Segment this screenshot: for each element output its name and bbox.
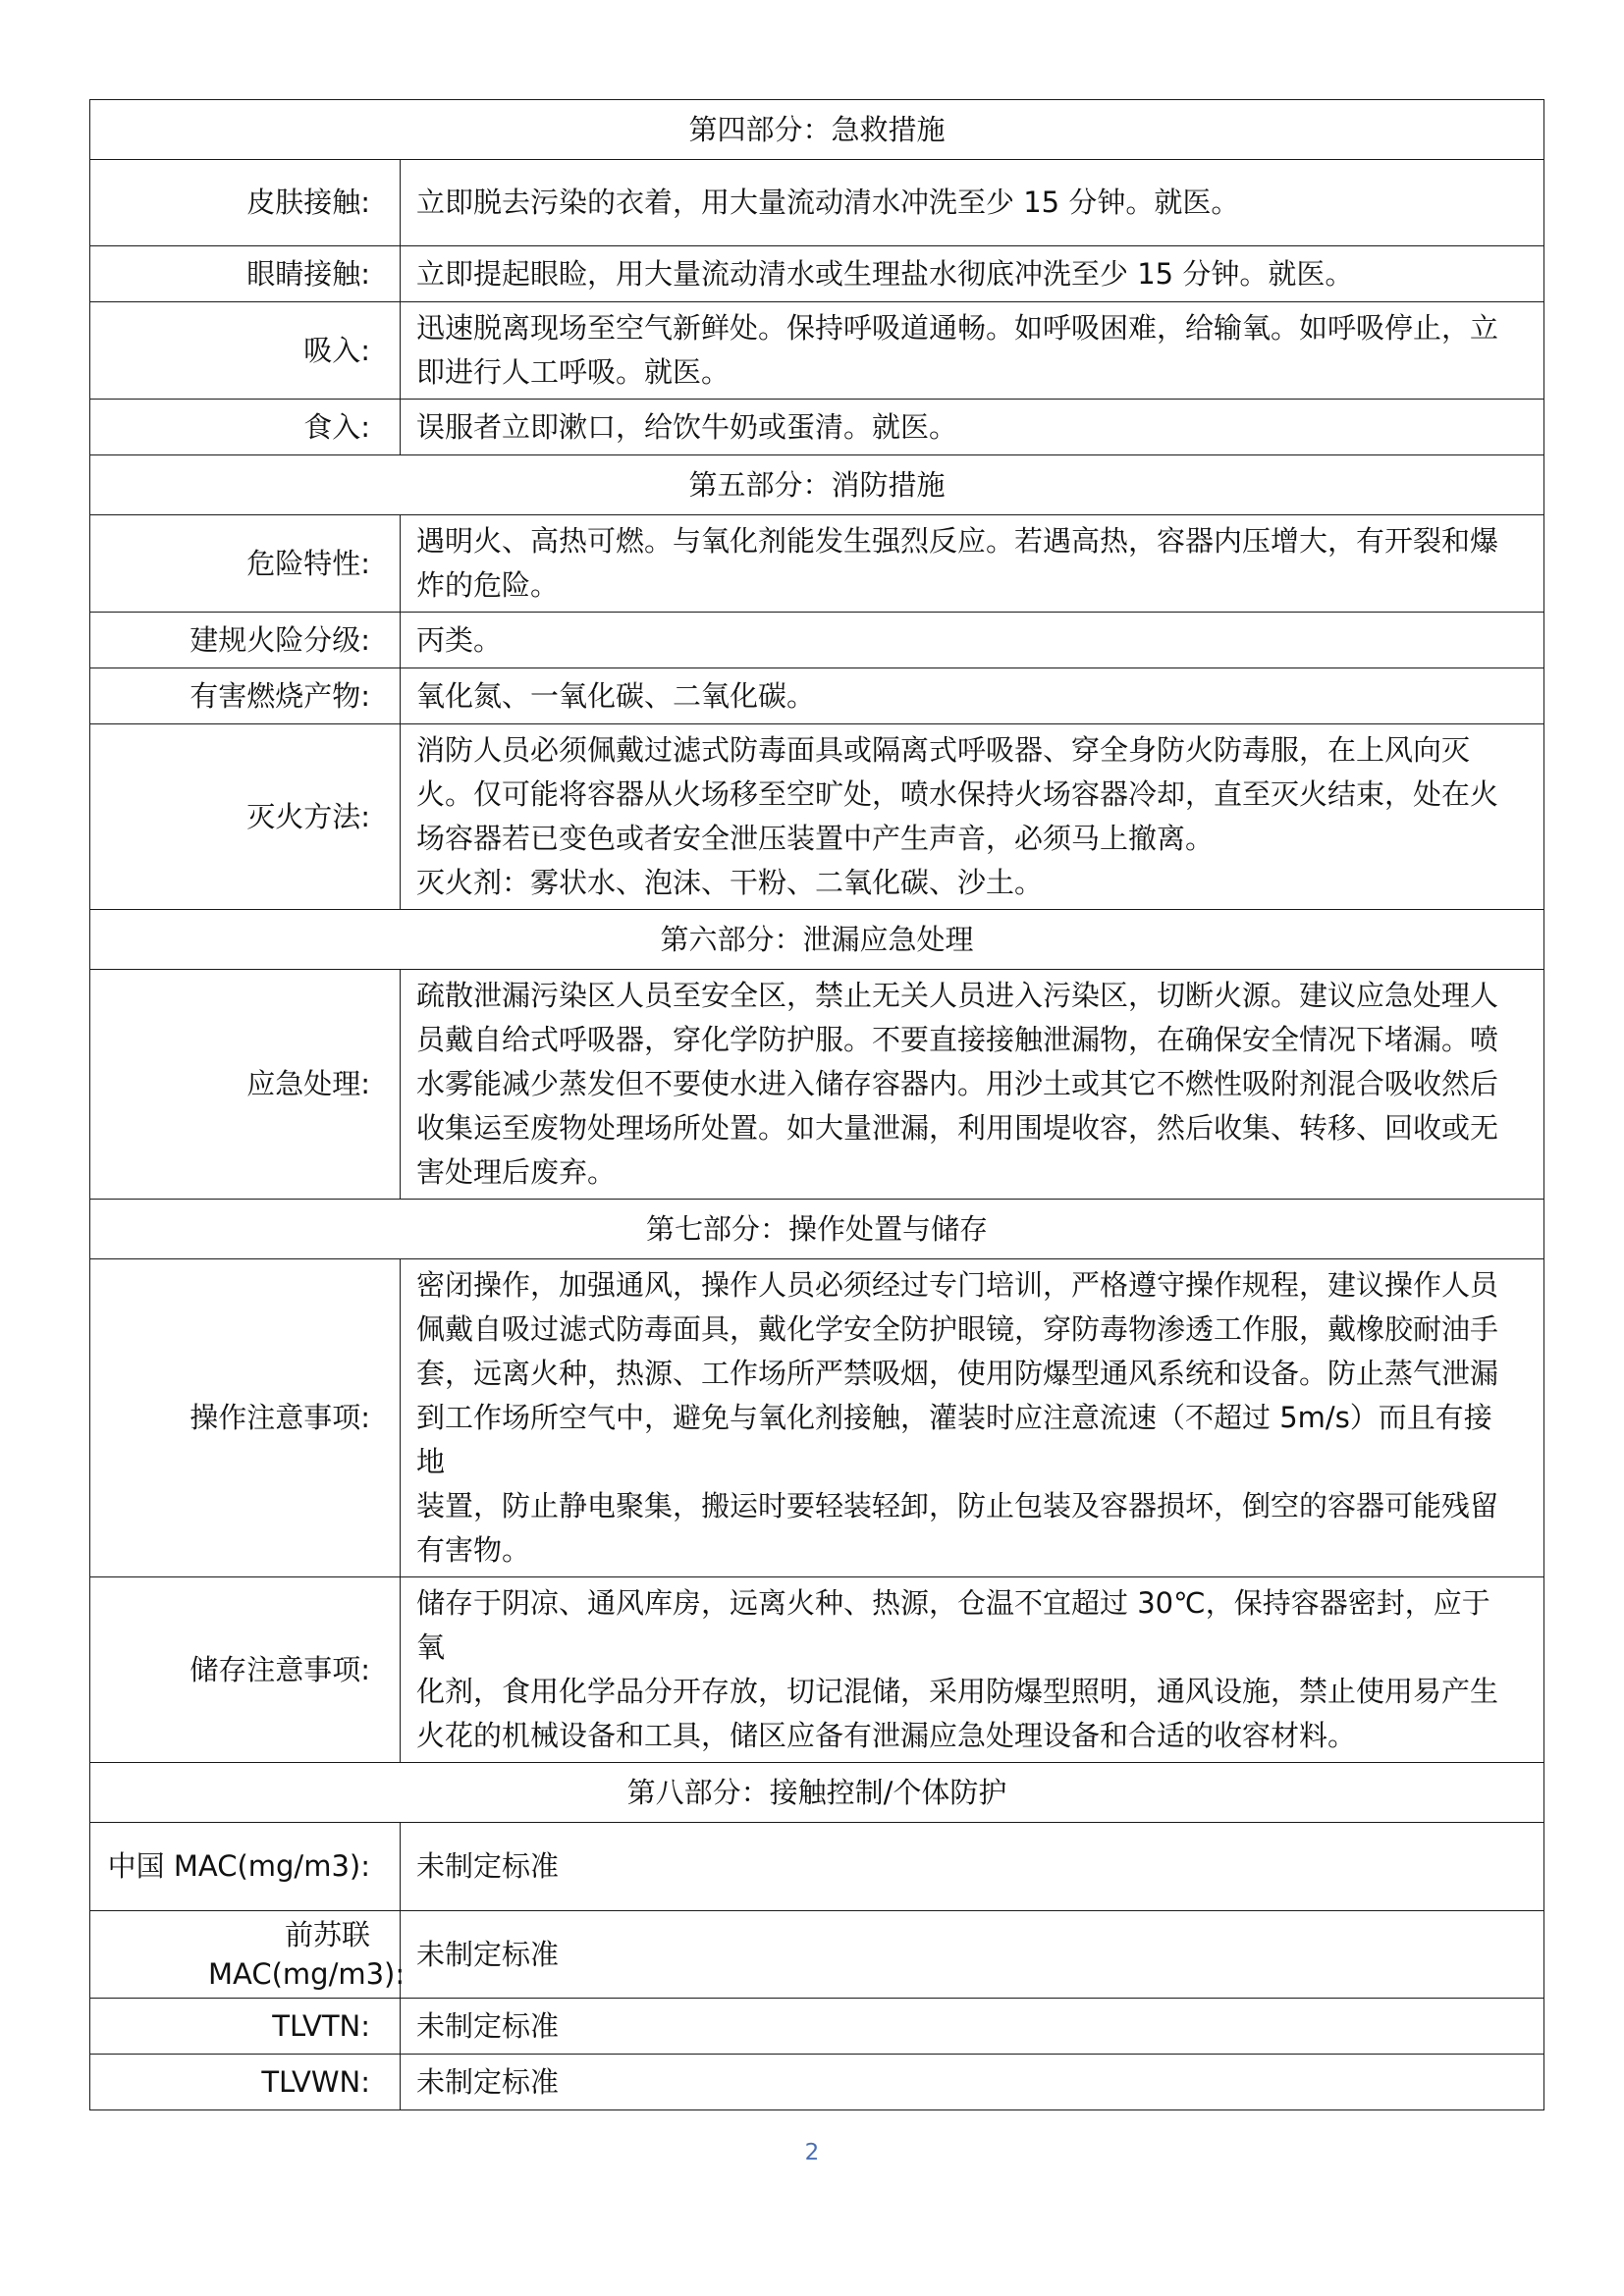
value-line: 密闭操作，加强通风，操作人员必须经过专门培训，严格遵守操作规程，建议操作人员 — [416, 1268, 1499, 1302]
value-line: 炸的危险。 — [416, 568, 560, 602]
table-row — [90, 668, 1544, 724]
value-line: 佩戴自吸过滤式防毒面具，戴化学安全防护眼镜，穿防毒物渗透工作服，戴橡胶耐油手 — [416, 1312, 1499, 1346]
section-title: 第七部分：操作处置与储存 — [90, 1200, 1544, 1259]
section-header-row — [90, 100, 1544, 160]
table-row — [90, 515, 1544, 613]
row-label: 建规火险分级: — [90, 613, 401, 668]
value-line: 有害物。 — [416, 1533, 531, 1567]
row-label: 眼睛接触: — [90, 246, 401, 302]
row-value — [401, 400, 1544, 455]
section-title: 第六部分：泄漏应急处理 — [90, 910, 1544, 970]
value-line: 收集运至废物处理场所处置。如大量泄漏，利用围堤收容，然后收集、转移、回收或无 — [416, 1111, 1499, 1145]
row-value — [401, 1999, 1544, 2055]
row-label: 危险特性: — [90, 515, 401, 613]
value-line: 未制定标准 — [416, 2064, 560, 2099]
row-value — [401, 724, 1544, 910]
value-line: 即进行人工呼吸。就医。 — [416, 355, 731, 389]
value-line: 水雾能减少蒸发但不要使水进入储存容器内。用沙土或其它不燃性吸附剂混合吸收然后 — [416, 1067, 1499, 1100]
table-row — [90, 724, 1544, 910]
value-line: 套，远离火种，热源、工作场所严禁吸烟，使用防爆型通风系统和设备。防止蒸气泄漏 — [416, 1357, 1499, 1390]
value-line: 未制定标准 — [416, 1849, 560, 1883]
value-line: 到工作场所空气中，避免与氧化剂接触，灌装时应注意流速（不超过 5m/s）而且有接地 — [416, 1401, 1492, 1478]
table-row — [90, 1577, 1544, 1763]
table-row — [90, 302, 1544, 400]
section-title: 第八部分：接触控制/个体防护 — [90, 1763, 1544, 1823]
value-line: 场容器若已变色或者安全泄压装置中产生声音，必须马上撤离。 — [416, 822, 1215, 855]
section-header-row — [90, 1763, 1544, 1823]
value-line: 装置，防止静电聚集，搬运时要轻装轻卸，防止包装及容器损坏，倒空的容器可能残留 — [416, 1489, 1499, 1522]
value-line: 储存于阴凉、通风库房，远离火种、热源，仓温不宜超过 30℃，保持容器密封，应于氧 — [416, 1586, 1490, 1664]
table-row — [90, 160, 1544, 246]
row-value — [401, 1911, 1544, 1999]
section-title: 第四部分：急救措施 — [90, 100, 1544, 160]
value-line: 未制定标准 — [416, 1937, 560, 1971]
section-header-row — [90, 1200, 1544, 1259]
value-line: 消防人员必须佩戴过滤式防毒面具或隔离式呼吸器、穿全身防火防毒服，在上风向灭 — [416, 733, 1471, 767]
table-row — [90, 1999, 1544, 2055]
row-value — [401, 246, 1544, 302]
section-header-row — [90, 455, 1544, 515]
row-value — [401, 302, 1544, 400]
row-value — [401, 2055, 1544, 2110]
row-label: 储存注意事项: — [90, 1577, 401, 1763]
value-line: 灭火剂：雾状水、泡沫、干粉、二氧化碳、沙土。 — [416, 866, 1044, 899]
table-row — [90, 2055, 1544, 2110]
value-line: 化剂，食用化学品分开存放，切记混储，采用防爆型照明，通风设施，禁止使用易产生 — [416, 1675, 1499, 1708]
value-line: 未制定标准 — [416, 2008, 560, 2043]
value-line: 误服者立即漱口，给饮牛奶或蛋清。就医。 — [416, 409, 958, 444]
page-number: 2 — [804, 2140, 820, 2165]
row-label: 操作注意事项: — [90, 1259, 401, 1577]
row-value — [401, 1259, 1544, 1577]
table-row — [90, 1259, 1544, 1577]
row-label: 灭火方法: — [90, 724, 401, 910]
msds-table — [89, 99, 1544, 2110]
row-value — [401, 160, 1544, 246]
row-value — [401, 515, 1544, 613]
value-line: 疏散泄漏污染区人员至安全区，禁止无关人员进入污染区，切断火源。建议应急处理人 — [416, 979, 1499, 1012]
value-line: 立即脱去污染的衣着，用大量流动清水冲洗至少 15 分钟。就医。 — [416, 186, 1240, 219]
table-row — [90, 400, 1544, 455]
row-label: 前苏联 MAC(mg/m3): — [90, 1911, 401, 1999]
row-label: 中国 MAC(mg/m3): — [90, 1823, 401, 1911]
section-title: 第五部分：消防措施 — [90, 455, 1544, 515]
table-row — [90, 970, 1544, 1200]
row-label: TLVTN: — [90, 1999, 401, 2055]
value-line: 员戴自给式呼吸器，穿化学防护服。不要直接接触泄漏物，在确保安全情况下堵漏。喷 — [416, 1023, 1499, 1056]
value-line: 丙类。 — [416, 622, 503, 657]
row-label: 皮肤接触: — [90, 160, 401, 246]
row-label: TLVWN: — [90, 2055, 401, 2110]
row-value — [401, 613, 1544, 668]
table-row — [90, 1911, 1544, 1999]
value-line: 氧化氮、一氧化碳、二氧化碳。 — [416, 678, 816, 713]
row-value — [401, 1577, 1544, 1763]
row-value — [401, 1823, 1544, 1911]
value-line: 迅速脱离现场至空气新鲜处。保持呼吸道通畅。如呼吸困难，给输氧。如呼吸停止，立 — [416, 311, 1499, 345]
row-label: 有害燃烧产物: — [90, 668, 401, 724]
value-line: 遇明火、高热可燃。与氧化剂能发生强烈反应。若遇高热，容器内压增大，有开裂和爆 — [416, 524, 1499, 558]
table-row — [90, 613, 1544, 668]
row-label: 食入: — [90, 400, 401, 455]
section-header-row — [90, 910, 1544, 970]
table-row — [90, 1823, 1544, 1911]
row-value — [401, 970, 1544, 1200]
value-line: 火花的机械设备和工具，储区应备有泄漏应急处理设备和合适的收容材料。 — [416, 1719, 1357, 1752]
row-label: 吸入: — [90, 302, 401, 400]
value-line: 立即提起眼睑，用大量流动清水或生理盐水彻底冲洗至少 15 分钟。就医。 — [416, 256, 1354, 291]
value-line: 火。仅可能将容器从火场移至空旷处，喷水保持火场容器冷却，直至灭火结束，处在火 — [416, 777, 1499, 811]
row-value — [401, 668, 1544, 724]
table-row — [90, 246, 1544, 302]
value-line: 害处理后废弃。 — [416, 1155, 617, 1189]
row-label: 应急处理: — [90, 970, 401, 1200]
